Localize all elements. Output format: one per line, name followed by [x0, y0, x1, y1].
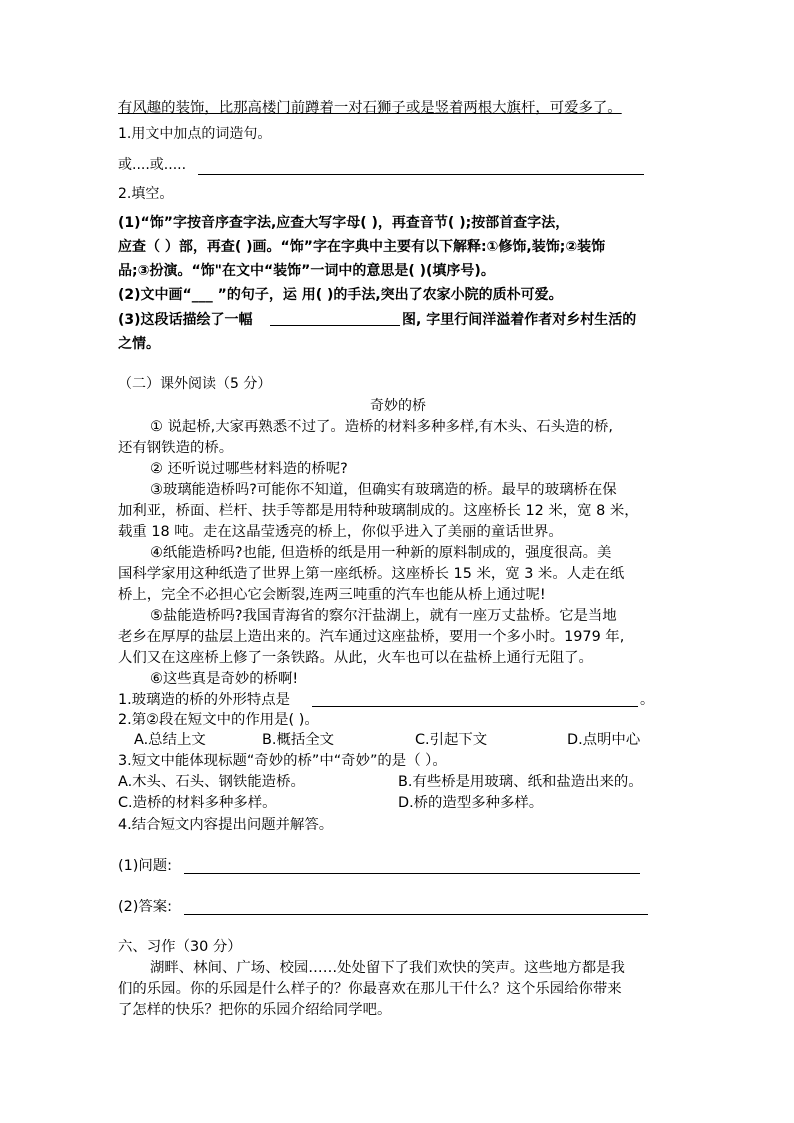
reading-question-2-option-b[interactable]: B.概括全文	[262, 732, 335, 748]
reading-question-1-end: 。	[640, 692, 654, 708]
writing-heading: 六、习作（30 分）	[118, 939, 242, 955]
question-1-prompt: 或....或.....	[118, 157, 187, 173]
reading-question-4-answer-label: (2)答案:	[118, 899, 173, 915]
paragraph-6: ⑥这些真是奇妙的桥啊!	[150, 671, 299, 687]
paragraph-3-line-1: ③玻璃能造桥吗?可能你不知道，但确实有玻璃造的桥。最早的玻璃桥在保	[150, 482, 617, 498]
reading-question-4-answer-line[interactable]	[184, 914, 648, 915]
question-2-item-1-line-3: 品;③扮演。“饰"在文中“装饰”一词中的意思是( )(填序号)。	[118, 263, 495, 279]
reading-question-2-option-d[interactable]: D.点明中心	[567, 732, 641, 748]
paragraph-5-line-1: ⑤盐能造桥吗?我国青海省的察尔汗盐湖上，就有一座万丈盐桥。它是当地	[150, 608, 617, 624]
reading-question-3-option-a[interactable]: A.木头、石头、钢铁能造桥。	[118, 774, 305, 790]
paragraph-4-line-3: 桥上，完全不必担心它会断裂,连两三吨重的汽车也能从桥上通过呢!	[118, 587, 546, 603]
reading-question-2-option-c[interactable]: C.引起下文	[415, 732, 488, 748]
paragraph-2: ② 还听说过哪些材料造的桥呢?	[150, 461, 348, 477]
reading-question-2: 2.第②段在短文中的作用是( )。	[118, 712, 319, 728]
question-1-answer-line[interactable]	[198, 174, 644, 175]
reading-question-1: 1.玻璃造的桥的外形特点是	[118, 692, 291, 708]
writing-prompt-line-2: 们的乐园。你的乐园是什么样子的？你最喜欢在那儿干什么？这个乐园给你带来	[118, 981, 622, 997]
question-2-item-3-suffix: 图, 字里行间洋溢着作者对乡村生活的	[402, 312, 637, 328]
question-2-item-1-line-1: (1)“饰”字按音序查字法,应查大写字母( )，再查音节( );按部首查字法，	[118, 215, 570, 231]
question-2-item-3-line-2: 之情。	[118, 336, 160, 352]
passage-last-line: 有风趣的装饰，比那高楼门前蹲着一对石狮子或是竖着两根大旗杆，可爱多了。	[118, 100, 622, 116]
question-2-title: 2.填空。	[118, 186, 174, 202]
paragraph-1-line-2: 还有钢铁造的桥。	[118, 440, 234, 456]
reading-question-3: 3.短文中能体现标题“奇妙的桥”中“奇妙”的是（ ）。	[118, 753, 447, 769]
paragraph-4-line-1: ④纸能造桥吗?也能, 但造桥的纸是用一种新的原料制成的，强度很高。美	[150, 545, 612, 561]
writing-prompt-line-1: 湖畔、林间、广场、校园……处处留下了我们欢快的笑声。这些地方都是我	[150, 960, 625, 976]
paragraph-5-line-3: 人们又在这座桥上修了一条铁路。从此，火车也可以在盐桥上通行无阻了。	[118, 650, 593, 666]
question-2-item-3-blank[interactable]	[270, 325, 400, 326]
reading-question-1-blank[interactable]	[312, 706, 638, 707]
reading-question-3-option-c[interactable]: C.造桥的材料多种多样。	[118, 795, 277, 811]
writing-prompt-line-3: 了怎样的快乐？把你的乐园介绍给同学吧。	[118, 1002, 392, 1018]
reading-question-4: 4.结合短文内容提出问题并解答。	[118, 817, 334, 833]
reading-question-3-option-b[interactable]: B.有些桥是用玻璃、纸和盐造出来的。	[398, 774, 643, 790]
reading-heading: （二）课外阅读（5 分）	[118, 376, 272, 392]
question-1-title: 1.用文中加点的词造句。	[118, 126, 272, 142]
reading-question-4-question-line[interactable]	[184, 873, 640, 874]
reading-question-2-option-a[interactable]: A.总结上文	[134, 732, 206, 748]
question-2-item-2: (2)文中画“___ ”的句子，运 用( )的手法,突出了农家小院的质朴可爱。	[118, 287, 563, 303]
reading-question-4-question-label: (1)问题:	[118, 858, 173, 874]
reading-title: 奇妙的桥	[370, 398, 426, 414]
paragraph-3-line-2: 加利亚，桥面、栏杆、扶手等都是用特种玻璃制成的。这座桥长 12 米，宽 8 米，	[118, 503, 639, 519]
question-2-item-1-line-2: 应查（ ）部，再查( )画。“饰”字在字典中主要有以下解释:①修饰,装饰;②装饰	[118, 239, 606, 255]
paragraph-3-line-3: 载重 18 吨。走在这晶莹透亮的桥上，你似乎进入了美丽的童话世界。	[118, 524, 563, 540]
paragraph-5-line-2: 老乡在厚厚的盐层上造出来的。汽车通过这座盐桥，要用一个多小时。1979 年,	[118, 629, 625, 645]
question-2-item-3-prefix: (3)这段话描绘了一幅	[118, 312, 253, 328]
reading-question-3-option-d[interactable]: D.桥的造型多种多样。	[398, 795, 544, 811]
paragraph-4-line-2: 国科学家用这种纸造了世界上第一座纸桥。这座桥长 15 米，宽 3 米。人走在纸	[118, 566, 625, 582]
paragraph-1-line-1: ① 说起桥,大家再熟悉不过了。造桥的材料多种多样,有木头、石头造的桥,	[150, 419, 613, 435]
